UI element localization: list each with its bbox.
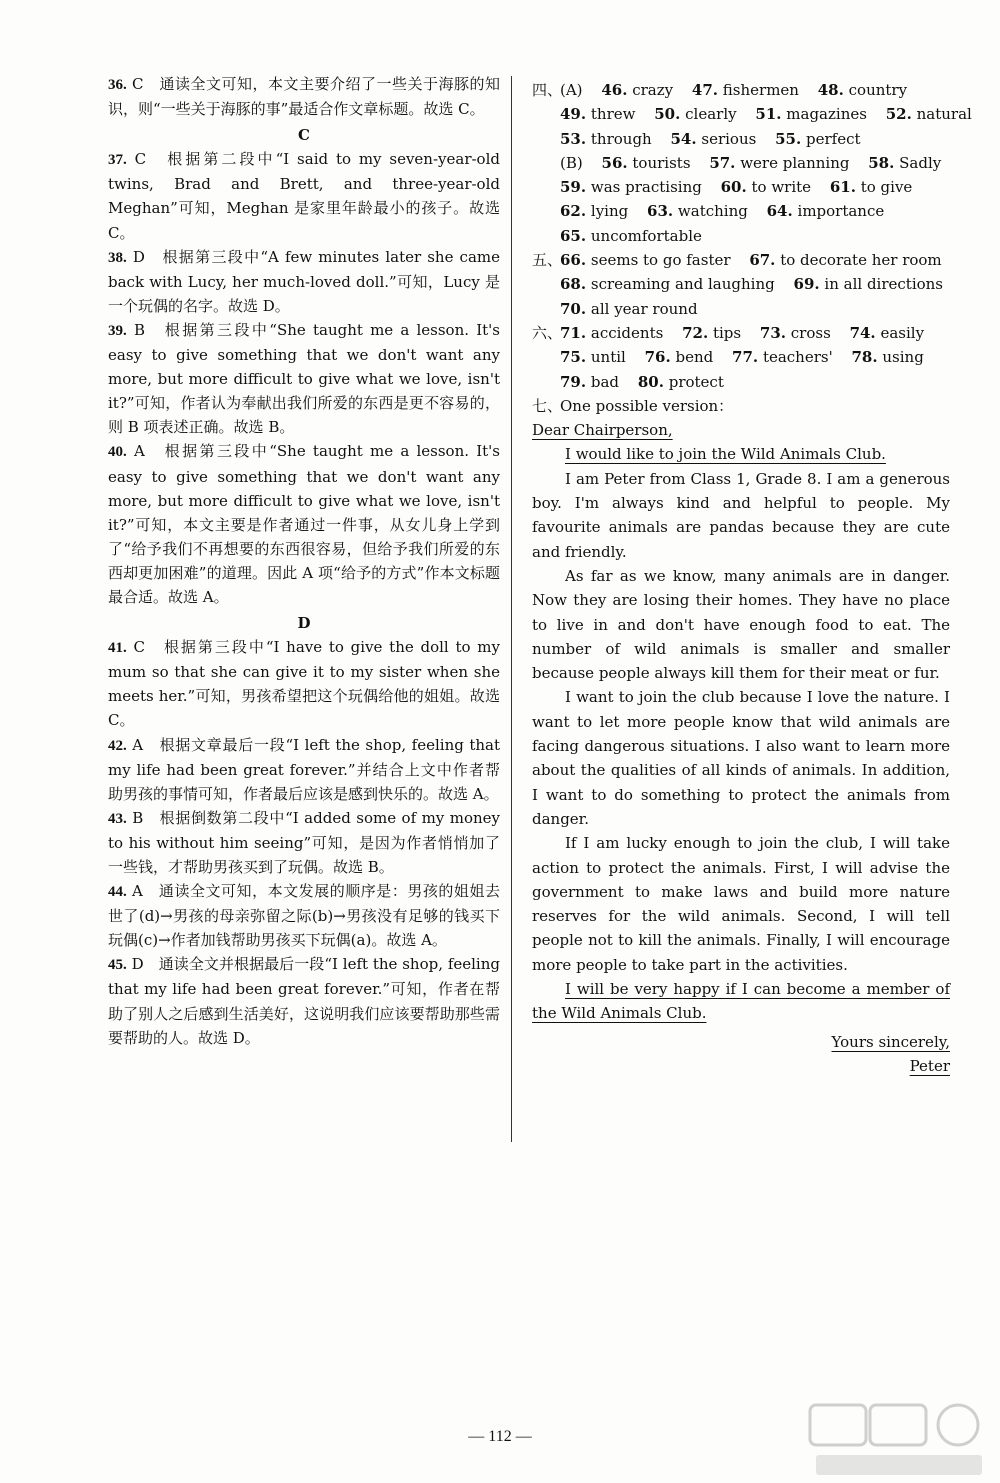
section-d-heading: D [297, 614, 311, 633]
answer-74: 74. easily [849, 323, 925, 342]
section-4-row-2 [532, 102, 972, 126]
answer-42: 42. A 根据文章最后一段“I left the shop, feeling that my life had been great forever.”并结合上文中作者帮助男孩的事情可知，作者最后应该是感到快乐的。故选 A。 [108, 735, 500, 803]
answer-46: 46. crazy [601, 81, 674, 99]
answer-39: 39. B 根据第三段中“She taught me a lesson. It's easy to give something that we don't want any more, but more difficult to give what we love, isn't it?”可知，作者认为奉献出我们所爱的东西是更不容易的，则 B 项表述正确。故选 B。 [108, 320, 500, 437]
letter-paragraph-1: I would like to join the Wild Animals Club. [565, 445, 886, 464]
letter-closing-block [532, 1030, 950, 1079]
answer-68: 68. screaming and laughing [560, 275, 775, 294]
answer-80: 80. protect [637, 372, 724, 391]
answer-67: 67. to decorate her room [749, 251, 942, 270]
section-5-row-3 [532, 297, 950, 321]
answer-76: 76. bend [644, 348, 714, 367]
section-6-row-1: 六、 71. accidents 72. tips 73. cross 74. easily [532, 321, 950, 345]
letter-paragraph-5: If I am lucky enough to join the club, I will take action to protect the animals. First, I will advise the government to make laws and build more nature reserves for the wild animals. Second, I will tell people not to kill the animals. Finally, I will encourage more people to take part in the activities. [532, 834, 950, 974]
answer-78: 78. using [851, 348, 924, 367]
section-7-heading: 七、 One possible version： [532, 396, 734, 415]
section-4-row-4: (B) 56. tourists 57. were planning 58. Sadly [532, 151, 950, 175]
answer-58: 58. Sadly [868, 153, 942, 172]
section-6-row-2 [532, 345, 950, 369]
answer-63: 63. watching [647, 202, 748, 221]
section-4-row-1: 四、 (A) 46. crazy 47. fishermen 48. country [532, 78, 950, 102]
answer-50: 50. clearly [654, 105, 737, 124]
sample-letter [532, 418, 950, 1078]
letter-closing: Yours sincerely, [831, 1032, 950, 1051]
answer-56: 56. tourists [601, 153, 691, 172]
answer-36: 36. C 通读全文可知，本文主要介绍了一些关于海豚的知识，则“一些关于海豚的事”最适合作文章标题。故选 C。 [108, 75, 500, 119]
answer-40: 40. A 根据第三段中“She taught me a lesson. It's easy to give something that we don't want any more, but more difficult to give what we love, isn't it?”可知，本文主要是作者通过一件事，从女儿身上学到了“给予我们不再想要的东西很容易，但给予我们所爱的东西却更加困难”的道理。因此 A 项“给予的方式”作本文标题最合适。故选 A。 [108, 442, 500, 606]
answer-44: 44. A 通读全文可知，本文发展的顺序是：男孩的姐姐去世了(d)→男孩的母亲弥留之际(b)→男孩没有足够的钱买下玩偶(c)→作者加钱帮助男孩买下玩偶(a)。故选 A。 [108, 882, 500, 950]
answer-75: 75. until [560, 348, 626, 367]
answer-60: 60. to write [720, 178, 812, 197]
answer-59: 59. was practising [560, 178, 702, 197]
answer-62: 62. lying [560, 202, 629, 221]
answer-64: 64. importance [766, 202, 885, 221]
answer-49: 49. threw [560, 105, 636, 124]
answer-55: 55. perfect [775, 129, 861, 148]
section-6-row-3 [532, 370, 950, 394]
answer-61: 61. to give [829, 178, 913, 197]
answer-57: 57. were planning [709, 153, 850, 172]
right-column [532, 78, 972, 1078]
answer-66: 66. seems to go faster [560, 251, 731, 270]
section-4-row-7 [532, 224, 950, 248]
page-number: — 112 — [468, 1428, 532, 1445]
answer-54: 54. serious [670, 129, 757, 148]
letter-signature: Peter [909, 1056, 950, 1075]
letter-paragraph-4: I want to join the club because I love the nature. I want to let more people know that wild animals are facing dangerous situations. I also want to learn more about the qualities of all kinds of animals. In addition, I want to do something to protect the animals from danger. [532, 688, 950, 828]
answer-79: 79. bad [560, 372, 620, 391]
answer-72: 72. tips [682, 323, 742, 342]
answer-73: 73. cross [759, 323, 831, 342]
answer-52: 52. natural [885, 105, 972, 124]
section-c-heading: C [298, 126, 310, 145]
section-4-row-3 [532, 127, 950, 151]
answer-77: 77. teachers' [732, 348, 833, 367]
column-divider [511, 76, 512, 1142]
answer-45: 45. D 通读全文并根据最后一段“I left the shop, feeling that my life had been great forever.”可知，作者在帮助了别人之后感到生活美好，这说明我们应该要帮助那些需要帮助的人。故选 D。 [108, 955, 500, 1047]
answer-71: 71. accidents [560, 323, 664, 342]
section-5-row-1: 五、 66. seems to go faster 67. to decorate her room [532, 248, 950, 272]
answer-70: 70. all year round [560, 299, 698, 318]
letter-paragraph-6: I will be very happy if I can become a member of the Wild Animals Club. [532, 979, 950, 1023]
answer-65: 65. uncomfortable [560, 226, 702, 245]
section-5-row-2 [532, 272, 950, 296]
answer-47: 47. fishermen [691, 81, 799, 99]
answer-48: 48. country [817, 81, 908, 99]
section-4-row-5 [532, 175, 950, 199]
answer-43: 43. B 根据倒数第二段中“I added some of my money to his without him seeing”可知，是因为作者悄悄加了一些钱，才帮助男孩买到了玩偶。故选 B。 [108, 808, 500, 876]
answer-37: 37. C 根据第二段中“I said to my seven-year-old twins, Brad and Brett, and three-year-old Meghan”可知，Meghan 是家里年龄最小的孩子。故选 C。 [108, 150, 500, 242]
letter-paragraph-2: I am Peter from Class 1, Grade 8. I am a generous boy. I'm always kind and helpful to people. My favourite animals are pandas because they are cute and friendly. [532, 469, 950, 561]
letter-salutation: Dear Chairperson, [532, 421, 673, 440]
answer-51: 51. magazines [755, 105, 867, 124]
answer-38: 38. D 根据第三段中“A few minutes later she came back with Lucy, her much-loved doll.”可知，Lucy 是一个玩偶的名字。故选 D。 [108, 247, 500, 315]
answer-69: 69. in all directions [793, 275, 943, 294]
site-watermark-logo [806, 1401, 992, 1481]
left-column [108, 72, 500, 1050]
section-4-row-6 [532, 199, 950, 223]
answer-41: 41. C 根据第三段中“I have to give the doll to my mum so that she can give it to my sister when she meets her.”可知，男孩希望把这个玩偶给他的姐姐。故选 C。 [108, 638, 500, 730]
answer-53: 53. through [560, 129, 652, 148]
letter-paragraph-3: As far as we know, many animals are in danger. Now they are losing their homes. They have no place to live in and don't have enough food to eat. The number of wild animals is smaller and smaller because people always kill them for their meat or fur. [532, 566, 950, 683]
